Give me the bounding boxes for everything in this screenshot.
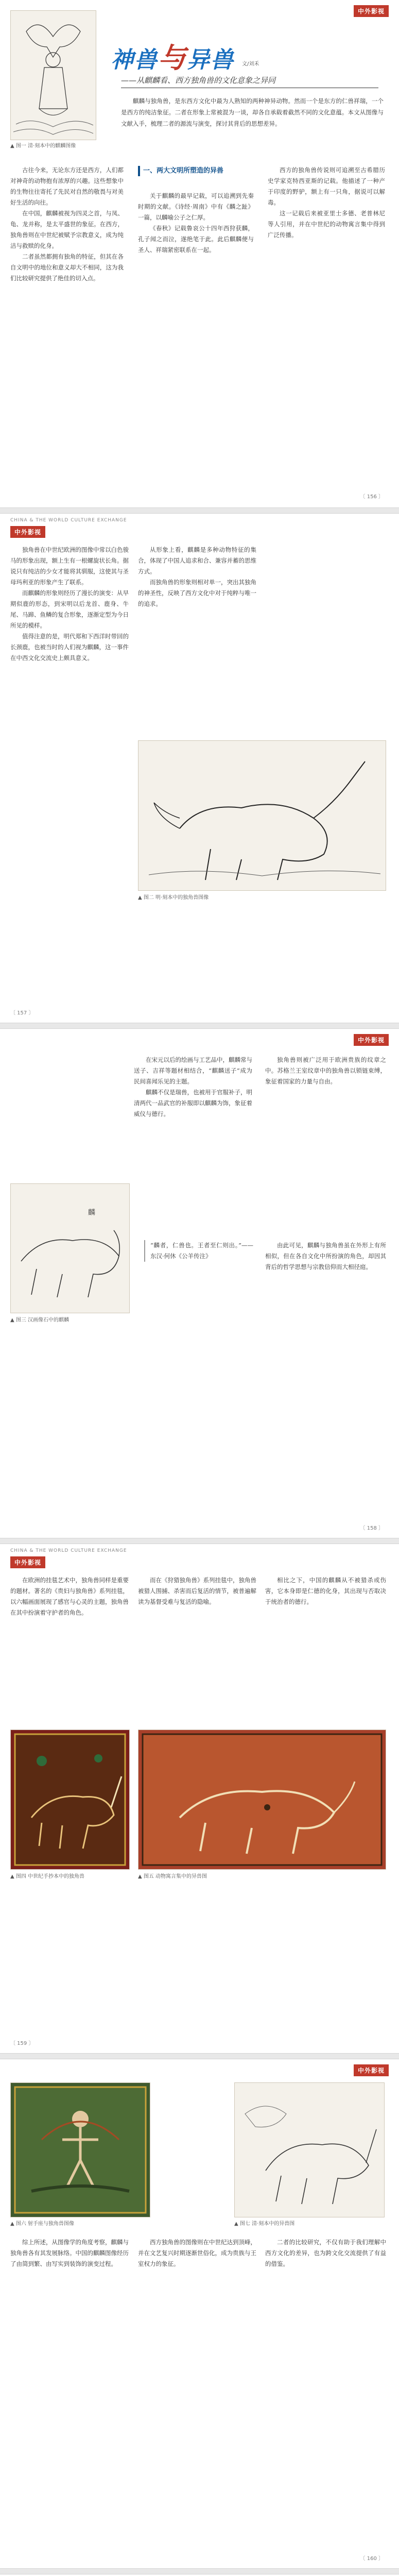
page1-column-2 (138, 191, 254, 256)
page4-column-3 (265, 1575, 386, 1607)
paragraph: 这一记载后来被亚里士多德、老普林尼等人引用，并在中世纪的动物寓言集中得到广泛传播。 (268, 210, 385, 239)
paragraph: 在欧洲的挂毯艺术中，独角兽同样是重要的题材。著名的《贵妇与独角兽》系列挂毯，以六幅画面展现了感官与心灵的主题，独角兽在其中扮演着守护者的角色。 (10, 1577, 129, 1616)
section-heading: 一、两大文明所塑造的异兽 (138, 166, 256, 176)
page5-column-1 (10, 2237, 129, 2269)
figure-caption: ▲ 图五 动物寓言集中的异兽图 (138, 1874, 207, 1879)
title-conjunction: 与 (158, 41, 187, 74)
masthead: CHINA & THE WORLD CULTURE EXCHANGE (10, 1548, 127, 1553)
page-5 (0, 2059, 399, 2568)
paragraph: 相比之下，中国的麒麟从不被猎杀或伤害，它本身即是仁德的化身，其出现与否取决于统治者的德行。 (265, 1577, 386, 1605)
archer-illustration (10, 2082, 150, 2217)
page4-column-1 (10, 1575, 129, 1618)
page-4 (0, 1544, 399, 2053)
paragraph: 关于麒麟的最早记载，可以追溯到先秦时期的文献。《诗经·周南》中有《麟之趾》一篇，以麟喻公子之仁厚。 (138, 192, 254, 221)
angel-drawing (11, 11, 96, 140)
page-divider (0, 1023, 399, 1029)
bestiary-illustration (138, 1730, 386, 1870)
angel-illustration (10, 10, 96, 140)
page-number: 〔 159 〕 (10, 2041, 34, 2046)
page-number: 〔 158 〕 (360, 1526, 384, 1531)
paragraph: 独角兽在中世纪欧洲的图像中常以白色骏马的形象出现，额上生有一根螺旋状长角。据说只有纯洁的少女才能将其驯服，这使其与圣母玛利亚的形象产生了联系。 (10, 546, 129, 586)
page3-column-1 (134, 1055, 252, 1120)
page2-column-2 (138, 545, 256, 609)
page-divider (0, 507, 399, 514)
bestiary-drawing (138, 1730, 386, 1869)
paragraph: 而麒麟的形象则经历了漫长的演变：从早期似鹿的形态，到宋明以后龙首、鹿身、牛尾、马蹄、鱼鳞的复合形象，逐渐定型为今日所见的模样。 (10, 589, 129, 629)
figure-caption: ▲ 图三 汉画像石中的麒麟 (10, 1317, 70, 1323)
article-subtitle: ——从麒麟看、西方独角兽的文化意象之异同 (121, 75, 378, 88)
page-2 (0, 514, 399, 1023)
page-number: 〔 157 〕 (10, 1010, 34, 1016)
paragraph: 麒麟不仅是瑞兽，也被用于官服补子，明清两代一品武官的补服即以麒麟为饰，象征着威仪与德行。 (134, 1089, 252, 1117)
page-1 (0, 0, 399, 507)
svg-text:麟: 麟 (88, 1209, 95, 1217)
paragraph: 从形象上看，麒麟是多种动物特征的集合，体现了中国人追求和合、兼容并蓄的思维方式。 (138, 546, 256, 575)
figure-caption: ▲ 图六 射手座与独角兽图像 (10, 2221, 75, 2227)
paragraph: 二者的比较研究，不仅有助于我们理解中西方文化的差异，也为跨文化交流提供了有益的借鉴。 (265, 2239, 386, 2267)
page1-column-3 (268, 165, 385, 241)
paragraph: 在中国，麒麟被视为四灵之首，与凤、龟、龙并称，是太平盛世的象征。在西方，独角兽则在中世纪被赋予宗教意义，成为纯洁与救赎的化身。 (10, 210, 124, 249)
figure-caption: ▲ 图二 明·刻本中的独角兽图像 (138, 895, 209, 901)
masthead: CHINA & THE WORLD CULTURE EXCHANGE (10, 518, 127, 523)
title-part-2: 异兽 (187, 47, 234, 73)
article-title (111, 36, 234, 76)
beast-illustration (10, 1183, 130, 1313)
section-tag: 中外影视 (354, 1034, 389, 1046)
paragraph: 《春秋》记载鲁哀公十四年西狩获麟，孔子闻之而泣，遂绝笔于此。此后麒麟便与圣人、祥瑞紧密联系在一起。 (138, 225, 254, 253)
unicorn-illustration (138, 740, 386, 891)
page-number: 〔 160 〕 (360, 2556, 384, 2562)
paragraph: 值得注意的是，明代郑和下西洋时带回的长颈鹿，也被当时的人们视为麒麟，这一事件在中西文化交流史上颇具意义。 (10, 633, 129, 662)
sketch-illustration (234, 2082, 385, 2217)
figure-caption: ▲ 图四 中世纪手抄本中的独角兽 (10, 1874, 85, 1879)
paragraph: 独角兽则被广泛用于欧洲贵族的纹章之中。苏格兰王室纹章中的独角兽以锁链束缚，象征着国家的力量与自由。 (265, 1056, 386, 1085)
page-divider (0, 2053, 399, 2059)
section-tag: 中外影视 (354, 2064, 389, 2076)
page-number: 〔 156 〕 (360, 494, 384, 500)
page5-column-2 (138, 2237, 256, 2269)
page5-column-3 (265, 2237, 386, 2269)
paragraph: 古往今来，无论东方还是西方，人们都对神奇的动物抱有浓厚的兴趣。这些想象中的生物往往寄托了先民对自然的敬畏与对美好生活的向往。 (10, 166, 124, 206)
page2-column-1 (10, 545, 129, 664)
lede-text: 麒麟与独角兽，是东西方文化中最为人熟知的两种神异动物。然而一个是东方的仁兽祥瑞，一个是西方的纯洁象征。二者在形象上常被混为一谈，却各自承载着截然不同的文化意蕴。本文从图像与文献入手，梳理二者的源流与演变，探讨其背后的思想差异。 (121, 97, 384, 127)
paragraph: 西方独角兽的图像则在中世纪达到顶峰，并在文艺复兴时期逐渐世俗化，成为贵族与王室权力的象征。 (138, 2239, 256, 2267)
pull-quote: “麟者，仁兽也。王者至仁则出。”——东汉·何休《公羊传注》 (144, 1240, 253, 1262)
manuscript-illustration (10, 1730, 130, 1870)
page3-column-2 (265, 1055, 386, 1087)
lede-paragraph (121, 95, 384, 129)
page-divider (0, 1538, 399, 1544)
page4-column-2 (138, 1575, 256, 1607)
title-part-1: 神兽 (111, 47, 158, 73)
figure-caption: ▲ 图一 清·刻本中的麒麟图像 (10, 143, 76, 149)
paragraph: 综上所述，从图像学的角度考察，麒麟与独角兽各有其发展脉络。中国的麒麟图像经历了由简到繁、由写实到装饰的演变过程。 (10, 2239, 129, 2267)
page-divider (0, 2568, 399, 2574)
paragraph: 由此可见，麒麟与独角兽虽在外形上有所相似，但在各自文化中所扮演的角色，却因其背后的哲学思想与宗教信仰而大相径庭。 (265, 1242, 386, 1270)
page3-column-3 (265, 1240, 386, 1273)
sketch-drawing (235, 2083, 384, 2217)
author: 文/刘禾 (242, 61, 259, 67)
figure-caption: ▲ 图七 清·刻本中的异兽图 (234, 2221, 295, 2227)
archer-drawing (11, 2083, 150, 2217)
section-tag: 中外影视 (10, 1556, 45, 1568)
section-tag: 中外影视 (10, 526, 45, 538)
paragraph: 二者虽然都拥有独角的特征，但其在各自文明中的地位和意义却大不相同，这为我们比较研究提供了绝佳的切入点。 (10, 253, 124, 282)
unicorn-drawing (138, 741, 386, 890)
paragraph: 而在《狩猎独角兽》系列挂毯中，独角兽被猎人围捕、杀害而后复活的情节，被普遍解读为基督受难与复活的隐喻。 (138, 1577, 256, 1605)
section-tag: 中外影视 (354, 5, 389, 17)
page-3 (0, 1029, 399, 1538)
page1-column-1 (10, 165, 124, 284)
manuscript-drawing (11, 1730, 129, 1869)
beast-drawing (11, 1184, 129, 1313)
paragraph: 而独角兽的形象则相对单一，突出其独角的神圣性，反映了西方文化中对于纯粹与唯一的追求。 (138, 579, 256, 607)
paragraph: 在宋元以后的绘画与工艺品中，麒麟常与送子、吉祥等题材相结合，“麒麟送子”成为民间喜闻乐见的主题。 (134, 1056, 252, 1085)
paragraph: 西方的独角兽传说则可追溯至古希腊历史学家克特西亚斯的记载。他描述了一种产于印度的野驴，额上有一只角，据说可以解毒。 (268, 166, 385, 206)
